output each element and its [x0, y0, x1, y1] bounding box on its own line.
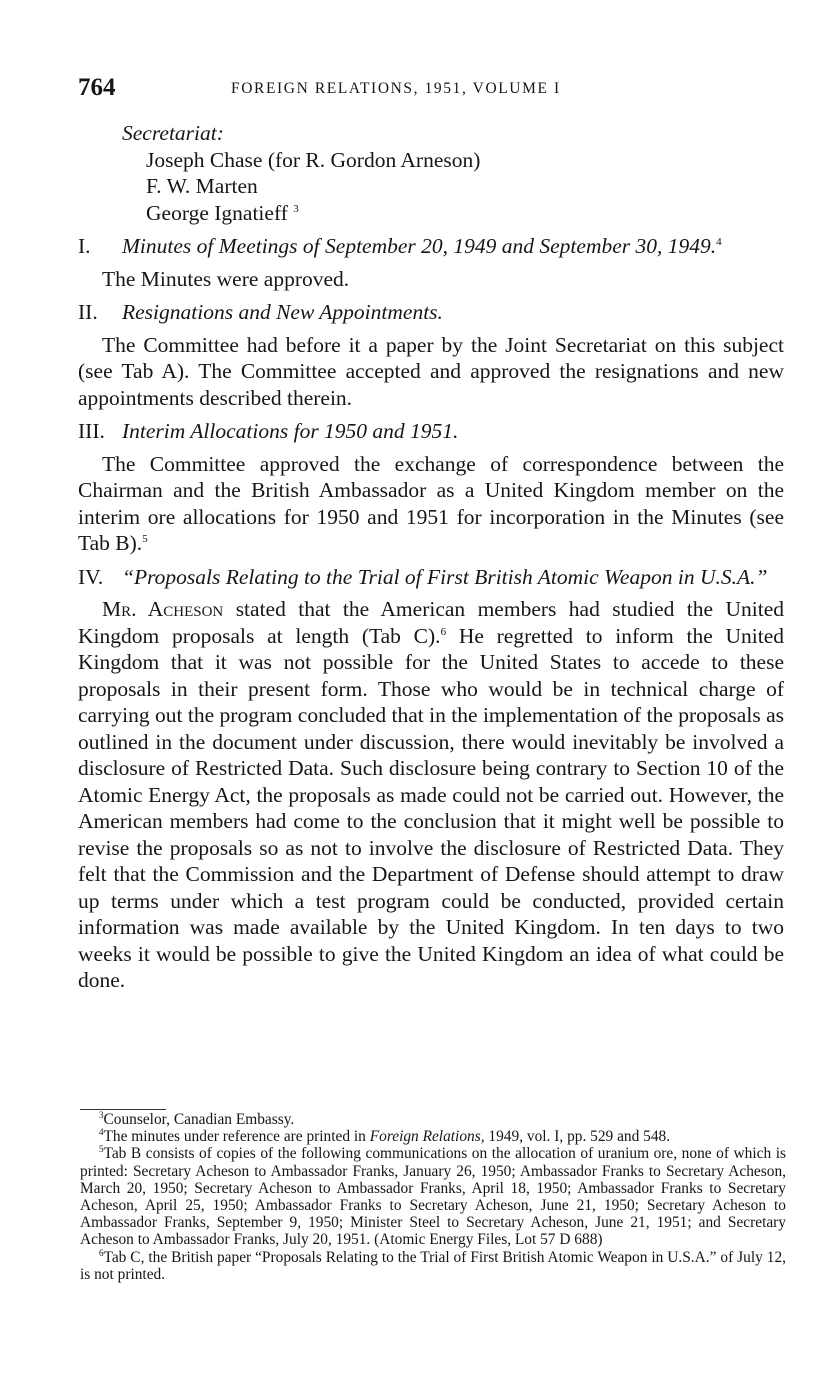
- secretariat-name: F. W. Marten: [146, 174, 258, 198]
- footnote-text: Tab C, the British paper “Proposals Relating to the Trial of First British Atomic Weapon in U.S.A.” of July 12, is not printed.: [80, 1248, 786, 1283]
- section-paragraph: The Minutes were approved.: [102, 266, 350, 291]
- footnote: [80, 1249, 786, 1283]
- section-number: I.: [78, 234, 91, 258]
- section-paragraph-text: stated that the American members had studied the United Kingdom proposals at length (Tab C).: [78, 597, 784, 648]
- section-heading: [78, 564, 784, 591]
- footnote-divider: [80, 1109, 166, 1110]
- section-title: “Proposals Relating to the Trial of First British Atomic Weapon in U.S.A.”: [122, 564, 768, 589]
- secretariat-name-text: George Ignatieff: [146, 200, 288, 225]
- footnote: [80, 1111, 786, 1128]
- section-title: Minutes of Meetings of September 20, 1949 and September 30, 1949.: [122, 234, 717, 258]
- section-number: III.: [78, 419, 105, 443]
- footnote-mark: 3: [99, 1110, 104, 1120]
- secretariat-name: [78, 200, 784, 227]
- footnote-text: , 1949, vol. I, pp. 529 and 548.: [480, 1128, 671, 1146]
- section-heading: [78, 299, 784, 326]
- section-paragraph: [78, 451, 784, 557]
- footnote-text: Tab B consists of copies of the following communications on the allocation of uranium ore, none of which is printed: Secretary Acheson to Ambassador Franks, January 26, 1950; Ambassador Franks to Secretary Acheson, March 20, 1950; Secretary Acheson to Ambassador Franks, April 18, 1950; Ambassador Franks to Secretary Acheson, April 25, 1950; Ambassador Franks to Secretary Acheson, June 21, 1950; Secretary Acheson to Ambassador Franks, September 9, 1950; Minister Steel to Secretary Acheson, June 21, 1951; and Secretary Acheson to Ambassador Franks, July 20, 1951. (Atomic Energy Files, Lot 57 D 688): [80, 1145, 786, 1249]
- footnote-mark: 5: [99, 1144, 104, 1155]
- footnote-mark: 6: [99, 1247, 104, 1258]
- footnote: [80, 1128, 786, 1145]
- section-paragraph-text: He regretted to inform the United Kingdom that it was not possible for the United States to accede to these proposals in their present form. Those who would be in technical charge of carrying out the program concluded that in the implementation of the proposals as outlined in the document under discussion, there would inevitably be involved a disclosure of Restricted Data. Such disclosure being contrary to Section 10 of the Atomic Energy Act, the proposals as made could not be carried out. However, the American members had come to the conclusion that it might well be possible to revise the proposals so as not to involve the disclosure of Restricted Data. They felt that the Commission and the Department of Defense should attempt to draw up terms under which a test program could be conducted, provided certain information was made available by the United Kingdom. In ten days to two weeks it would be possible to give the United Kingdom an idea of what could be done.: [78, 623, 784, 992]
- section-paragraph: The Committee had before it a paper by the Joint Secretariat on this subject (see Tab A). The Committee accepted and approved the resignations and new appointments described therein.: [78, 332, 784, 410]
- secretariat-label: Secretariat:: [122, 121, 224, 145]
- section-paragraph: [78, 596, 784, 994]
- section-heading: [78, 418, 784, 445]
- section-title: Interim Allocations for 1950 and 1951.: [122, 419, 459, 443]
- section-heading: [78, 233, 784, 260]
- footnote-ref: 4: [716, 236, 722, 248]
- footnote: [80, 1145, 786, 1248]
- page-header: [78, 74, 784, 104]
- footnote-citation: Foreign Relations: [369, 1128, 481, 1146]
- footnote-text: The minutes under reference are printed in: [103, 1128, 370, 1146]
- footnote-ref: 5: [142, 533, 148, 545]
- section-number: II.: [78, 300, 98, 324]
- main-text: [78, 120, 784, 994]
- footnote-mark: 4: [99, 1127, 104, 1138]
- footnotes: [80, 1111, 786, 1283]
- footnote-ref: 6: [440, 625, 447, 638]
- section-paragraph-text: The Committee approved the exchange of correspondence between the Chairman and the British Ambassador as a United Kingdom member on the interim ore allocations for 1950 and 1951 for incorporation in the Minutes (see Tab B).: [78, 451, 784, 555]
- speaker-name: Mr. Acheson: [102, 597, 224, 621]
- page-number: 764: [78, 74, 116, 101]
- section-number: IV.: [78, 564, 104, 589]
- section-title: Resignations and New Appointments.: [122, 300, 443, 324]
- footnote-text: Counselor, Canadian Embassy.: [103, 1111, 295, 1128]
- running-title: FOREIGN RELATIONS, 1951, VOLUME I: [231, 80, 561, 97]
- footnote-ref: 3: [293, 202, 299, 215]
- secretariat-name: Joseph Chase (for R. Gordon Arneson): [146, 147, 481, 172]
